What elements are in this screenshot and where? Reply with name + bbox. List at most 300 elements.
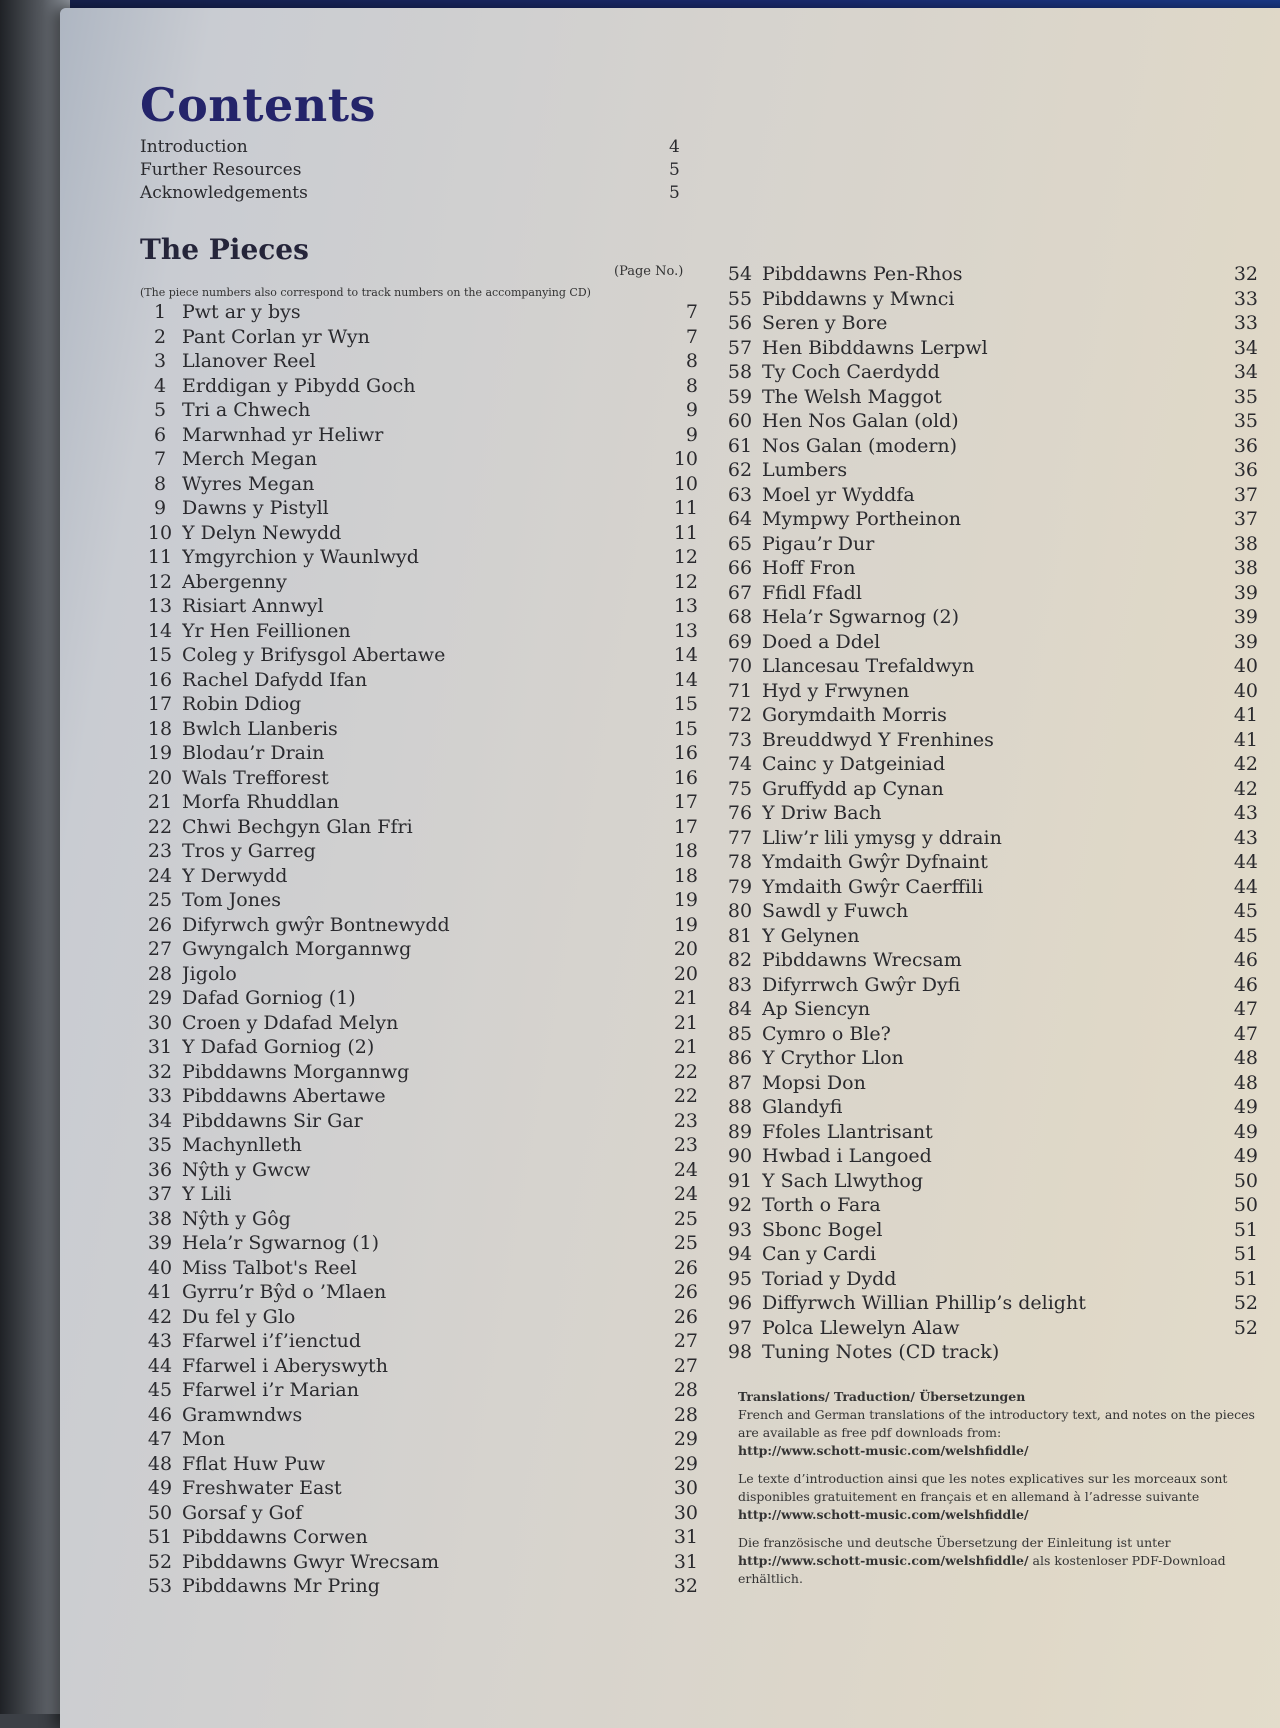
piece-number: 53 (147, 1575, 173, 1597)
piece-entry (138, 570, 698, 595)
piece-title: Merch Megan (182, 448, 318, 470)
piece-title: Y Gelynen (762, 924, 860, 947)
piece-entry (138, 766, 698, 791)
piece-page: 19 (673, 889, 698, 911)
piece-number: 27 (147, 938, 173, 960)
piece-number: 41 (147, 1281, 173, 1303)
piece-entry (138, 1084, 698, 1109)
piece-number: 66 (727, 557, 753, 579)
piece-number: 76 (727, 802, 753, 824)
piece-number: 55 (727, 287, 753, 310)
piece-page: 46 (1233, 973, 1258, 996)
piece-number: 79 (727, 875, 753, 898)
piece-entry (138, 349, 698, 374)
piece-page: 43 (1233, 802, 1258, 824)
piece-title: Gyrru’r Bŷd o ’Mlaen (182, 1281, 387, 1303)
piece-title: Breuddwyd Y Frenhines (762, 728, 994, 751)
piece-number: 7 (153, 448, 167, 470)
piece-entry (718, 948, 1258, 973)
piece-number: 57 (727, 336, 753, 359)
piece-number: 20 (147, 766, 173, 789)
piece-entry (718, 973, 1258, 998)
piece-entry (718, 1340, 1258, 1365)
piece-page: 48 (1233, 1071, 1258, 1094)
piece-entry (138, 1133, 698, 1158)
piece-title: Gwyngalch Morgannwg (182, 938, 412, 960)
translations-en-text: French and German translations of the introductory text, and notes on the pieces are available as free pdf downloads from: (738, 1407, 1255, 1440)
piece-number: 46 (147, 1403, 173, 1426)
piece-entry (718, 434, 1258, 459)
piece-number: 21 (147, 791, 173, 813)
piece-title: Lumbers (762, 459, 848, 481)
piece-page: 50 (1233, 1169, 1258, 1192)
piece-number: 6 (153, 423, 167, 446)
piece-entry (718, 336, 1258, 361)
piece-entry (138, 888, 698, 913)
piece-title: Moel yr Wyddfa (762, 483, 915, 506)
piece-title: Torth o Fara (762, 1194, 881, 1216)
piece-title: Fflat Huw Puw (182, 1452, 326, 1475)
piece-page: 7 (685, 325, 698, 348)
piece-number: 77 (727, 826, 753, 849)
piece-title: Ty Coch Caerdydd (762, 361, 940, 383)
translations-fr-url[interactable]: http://www.schott-music.com/welshfiddle/ (738, 1507, 1029, 1522)
piece-number: 33 (147, 1085, 173, 1107)
piece-page: 52 (1233, 1316, 1258, 1339)
piece-entry (138, 1452, 698, 1477)
piece-number: 13 (147, 595, 173, 617)
piece-entry (138, 962, 698, 987)
piece-page: 44 (1233, 875, 1258, 898)
piece-entry (138, 815, 698, 840)
front-matter-label: Acknowledgements (140, 183, 308, 203)
piece-number: 64 (727, 508, 753, 530)
piece-entry (138, 374, 698, 399)
piece-number: 3 (153, 350, 167, 372)
piece-page: 24 (673, 1183, 698, 1205)
piece-entry (718, 875, 1258, 900)
piece-title: Hen Bibddawns Lerpwl (762, 336, 988, 359)
piece-title: Doed a Ddel (762, 630, 881, 653)
piece-title: Freshwater East (182, 1477, 342, 1499)
piece-entry (138, 913, 698, 938)
piece-page: 21 (673, 1036, 698, 1058)
piece-number: 19 (147, 742, 173, 764)
piece-number: 88 (727, 1096, 753, 1118)
piece-entry (718, 1291, 1258, 1316)
piece-number: 68 (727, 606, 753, 628)
piece-page: 33 (1233, 287, 1258, 310)
piece-page: 36 (1233, 459, 1258, 481)
piece-entry (718, 1316, 1258, 1341)
piece-entry (138, 1354, 698, 1379)
piece-page: 27 (673, 1354, 698, 1377)
piece-page: 42 (1233, 777, 1258, 800)
piece-page: 39 (1233, 630, 1258, 653)
piece-page: 44 (1233, 851, 1258, 873)
piece-page: 28 (673, 1379, 698, 1401)
piece-title: Gorymdaith Morris (762, 704, 947, 726)
piece-page: 47 (1233, 998, 1258, 1020)
piece-number: 32 (147, 1060, 173, 1083)
piece-entry (138, 1476, 698, 1501)
piece-page: 26 (673, 1281, 698, 1303)
piece-title: Ffarwel i Aberyswyth (182, 1354, 388, 1377)
piece-title: Mympwy Portheinon (762, 508, 962, 530)
piece-number: 29 (147, 987, 173, 1009)
front-matter-item (140, 159, 695, 182)
front-matter-item (140, 136, 695, 159)
piece-page: 49 (1233, 1096, 1258, 1118)
piece-entry (138, 1574, 698, 1599)
piece-title: Lliw’r lili ymysg y ddrain (762, 826, 1002, 849)
piece-number: 51 (147, 1526, 173, 1548)
piece-title: Pwt ar y bys (182, 301, 301, 323)
piece-number: 78 (727, 851, 753, 873)
piece-page: 14 (673, 668, 698, 691)
translations-en-url[interactable]: http://www.schott-music.com/welshfiddle/ (738, 1443, 1029, 1458)
piece-page: 27 (673, 1330, 698, 1352)
piece-title: Ffarwel i’r Marian (182, 1379, 359, 1401)
piece-number: 10 (147, 521, 173, 544)
piece-page: 9 (685, 423, 698, 446)
piece-number: 15 (147, 644, 173, 666)
piece-number: 2 (153, 325, 167, 348)
piece-number: 74 (727, 753, 753, 775)
piece-title: Croen y Ddafad Melyn (182, 1011, 399, 1034)
piece-number: 23 (147, 840, 173, 862)
piece-number: 89 (727, 1120, 753, 1143)
piece-entry (718, 777, 1258, 802)
front-matter-label: Further Resources (140, 160, 302, 180)
piece-number: 31 (147, 1036, 173, 1058)
piece-number: 86 (727, 1047, 753, 1069)
piece-number: 43 (147, 1330, 173, 1352)
piece-page: 50 (1233, 1194, 1258, 1216)
piece-entry (138, 1280, 698, 1305)
piece-entry (718, 1267, 1258, 1292)
piece-page: 23 (673, 1109, 698, 1132)
piece-number: 17 (147, 693, 173, 715)
piece-title: Erddigan y Pibydd Goch (182, 374, 416, 397)
piece-entry (718, 679, 1258, 704)
piece-page: 12 (673, 570, 698, 593)
piece-title: The Welsh Maggot (762, 385, 942, 408)
pieces-title: The Pieces (140, 233, 309, 266)
piece-entry (138, 521, 698, 546)
piece-entry (138, 325, 698, 350)
piece-number: 37 (147, 1183, 173, 1205)
piece-entry (718, 1120, 1258, 1145)
piece-entry (718, 458, 1258, 483)
piece-entry (138, 1550, 698, 1575)
piece-page: 39 (1233, 581, 1258, 604)
piece-entry (718, 1071, 1258, 1096)
piece-entry (138, 1182, 698, 1207)
piece-entry (138, 643, 698, 668)
piece-page: 37 (1233, 483, 1258, 506)
piece-number: 80 (727, 900, 753, 922)
piece-entry (138, 1427, 698, 1452)
piece-entry (138, 864, 698, 889)
piece-entry (138, 1403, 698, 1428)
piece-entry (138, 1378, 698, 1403)
piece-title: Ymdaith Gwŷr Caerffili (762, 875, 984, 898)
piece-entry (718, 483, 1258, 508)
piece-entry (718, 605, 1258, 630)
piece-number: 62 (727, 459, 753, 481)
piece-number: 39 (147, 1232, 173, 1254)
piece-number: 40 (147, 1256, 173, 1279)
piece-title: Ffidl Ffadl (762, 581, 862, 604)
piece-title: Pibddawns y Mwnci (762, 287, 955, 310)
piece-page: 51 (1233, 1243, 1258, 1265)
piece-page: 47 (1233, 1022, 1258, 1045)
piece-number: 84 (727, 998, 753, 1020)
piece-page: 17 (673, 791, 698, 813)
piece-title: Robin Ddiog (182, 693, 302, 715)
piece-note: (The piece numbers also correspond to track numbers on the accompanying CD) (140, 286, 591, 299)
piece-title: Chwi Bechgyn Glan Ffri (182, 815, 413, 838)
piece-number: 92 (727, 1194, 753, 1216)
piece-number: 69 (727, 630, 753, 653)
piece-page: 11 (673, 521, 698, 544)
piece-title: Cymro o Ble? (762, 1022, 891, 1045)
piece-entry (138, 1011, 698, 1036)
piece-entry (718, 532, 1258, 557)
piece-page: 48 (1233, 1047, 1258, 1069)
piece-page: 31 (673, 1526, 698, 1548)
piece-number: 63 (727, 483, 753, 506)
piece-title: Tom Jones (182, 889, 281, 911)
piece-page: 45 (1233, 924, 1258, 947)
piece-entry (718, 1242, 1258, 1267)
piece-page: 37 (1233, 508, 1258, 530)
piece-number: 87 (727, 1071, 753, 1094)
piece-title: Ymgyrchion y Waunlwyd (182, 546, 419, 568)
piece-title: Gramwndws (182, 1403, 303, 1426)
piece-entry (138, 1109, 698, 1134)
piece-title: Difyrrwch Gwŷr Dyfi (762, 973, 961, 996)
piece-entry (718, 1193, 1258, 1218)
piece-title: Wals Trefforest (182, 766, 329, 789)
piece-page: 14 (673, 644, 698, 666)
piece-entry (718, 1046, 1258, 1071)
piece-page: 18 (673, 840, 698, 862)
front-matter-list (140, 136, 695, 205)
piece-entry (138, 1305, 698, 1330)
piece-page: 36 (1233, 434, 1258, 457)
piece-title: Bwlch Llanberis (182, 717, 338, 740)
piece-title: Miss Talbot's Reel (182, 1256, 357, 1279)
translations-de-text-end: als kostenloser PDF-Download erhältlich. (738, 1553, 1226, 1586)
piece-page: 49 (1233, 1145, 1258, 1167)
piece-title: Rachel Dafydd Ifan (182, 668, 368, 691)
piece-page: 34 (1233, 336, 1258, 359)
contents-title: Contents (140, 78, 376, 132)
piece-entry (138, 839, 698, 864)
piece-title: Hela’r Sgwarnog (2) (762, 606, 960, 628)
piece-title: Hwbad i Langoed (762, 1145, 932, 1167)
piece-title: Ymdaith Gwŷr Dyfnaint (762, 851, 988, 873)
piece-title: Dawns y Pistyll (182, 497, 329, 519)
piece-page: 15 (673, 717, 698, 740)
piece-number: 96 (727, 1292, 753, 1314)
piece-page: 51 (1233, 1218, 1258, 1241)
piece-title: Nŷth y Gôg (182, 1207, 291, 1230)
piece-title: Pibddawns Morgannwg (182, 1060, 410, 1083)
piece-page: 26 (673, 1256, 698, 1279)
piece-title: Llanover Reel (182, 350, 316, 372)
piece-page: 26 (673, 1305, 698, 1328)
piece-entry (718, 1095, 1258, 1120)
piece-page: 11 (673, 497, 698, 519)
piece-page: 30 (673, 1477, 698, 1499)
piece-entry (138, 1060, 698, 1085)
piece-page: 12 (673, 546, 698, 568)
translations-heading: Translations/ Traduction/ Übersetzungen (738, 1389, 1026, 1404)
piece-entry (718, 311, 1258, 336)
piece-entry (718, 997, 1258, 1022)
piece-title: Seren y Bore (762, 312, 888, 334)
piece-entry (718, 826, 1258, 851)
piece-title: Y Derwydd (182, 864, 288, 887)
piece-page: 10 (673, 448, 698, 470)
piece-number: 71 (727, 679, 753, 702)
piece-page: 32 (1233, 263, 1258, 285)
piece-page: 43 (1233, 826, 1258, 849)
piece-page: 40 (1233, 655, 1258, 677)
piece-title: Y Delyn Newydd (182, 521, 342, 544)
piece-number: 24 (147, 864, 173, 887)
piece-title: Dafad Gorniog (1) (182, 987, 356, 1009)
translations-de-url[interactable]: http://www.schott-music.com/welshfiddle/ (738, 1553, 1029, 1568)
piece-entry (138, 1525, 698, 1550)
piece-page: 8 (685, 374, 698, 397)
piece-title: Pant Corlan yr Wyn (182, 325, 370, 348)
piece-number: 48 (147, 1452, 173, 1475)
piece-page: 18 (673, 864, 698, 887)
piece-page: 15 (673, 693, 698, 715)
piece-number: 28 (147, 962, 173, 985)
piece-entry (138, 423, 698, 448)
piece-title: Hen Nos Galan (old) (762, 410, 959, 432)
piece-entry (138, 1501, 698, 1526)
piece-entry (718, 924, 1258, 949)
piece-title: Ffarwel i’f’ienctud (182, 1330, 362, 1352)
piece-title: Sbonc Bogel (762, 1218, 883, 1241)
piece-page: 41 (1233, 704, 1258, 726)
piece-page: 22 (673, 1085, 698, 1107)
piece-entry (718, 385, 1258, 410)
translations-de-text: Die französische und deutsche Übersetzung der Einleitung ist unter (738, 1535, 1171, 1550)
piece-title: Tri a Chwech (182, 399, 311, 421)
piece-entry (718, 1169, 1258, 1194)
piece-number: 8 (153, 472, 167, 495)
piece-page: 33 (1233, 312, 1258, 334)
piece-page: 39 (1233, 606, 1258, 628)
piece-title: Pibddawns Gwyr Wrecsam (182, 1550, 440, 1573)
piece-page: 9 (685, 399, 698, 421)
piece-page: 28 (673, 1403, 698, 1426)
piece-number: 97 (727, 1316, 753, 1339)
piece-title: Y Crythor Llon (762, 1047, 904, 1069)
piece-page: 42 (1233, 753, 1258, 775)
piece-title: Gruffydd ap Cynan (762, 777, 944, 800)
piece-number: 16 (147, 668, 173, 691)
piece-entry (718, 262, 1258, 287)
piece-page: 32 (673, 1575, 698, 1597)
piece-number: 26 (147, 913, 173, 936)
piece-number: 30 (147, 1011, 173, 1034)
piece-entry (138, 790, 698, 815)
piece-page: 20 (673, 938, 698, 960)
piece-number: 12 (147, 570, 173, 593)
piece-title: Jigolo (182, 962, 237, 985)
piece-title: Nŷth y Gwcw (182, 1158, 311, 1181)
piece-number: 34 (147, 1109, 173, 1132)
translations-note (738, 1388, 1278, 1598)
piece-title: Risiart Annwyl (182, 595, 324, 617)
piece-title: Du fel y Glo (182, 1305, 296, 1328)
front-matter-page: 5 (669, 160, 680, 180)
piece-entry (718, 899, 1258, 924)
piece-title: Wyres Megan (182, 472, 315, 495)
piece-title: Pigau’r Dur (762, 532, 875, 555)
piece-title: Y Lili (182, 1183, 232, 1205)
piece-number: 36 (147, 1158, 173, 1181)
piece-number: 61 (727, 434, 753, 457)
piece-entry (138, 937, 698, 962)
piece-number: 93 (727, 1218, 753, 1241)
piece-number: 14 (147, 619, 173, 642)
piece-number: 67 (727, 581, 753, 604)
piece-entry (138, 668, 698, 693)
piece-page: 46 (1233, 949, 1258, 971)
piece-page: 17 (673, 815, 698, 838)
piece-title: Y Sach Llwythog (762, 1169, 924, 1192)
page-no-header: (Page No.) (614, 264, 684, 279)
piece-title: Coleg y Brifysgol Abertawe (182, 644, 446, 666)
piece-entry (718, 654, 1258, 679)
piece-entry (138, 1329, 698, 1354)
piece-entry (718, 581, 1258, 606)
piece-number: 94 (727, 1243, 753, 1265)
piece-number: 60 (727, 410, 753, 432)
piece-number: 5 (153, 399, 167, 421)
piece-number: 52 (147, 1550, 173, 1573)
piece-entry (138, 300, 698, 325)
piece-number: 18 (147, 717, 173, 740)
piece-entry (138, 717, 698, 742)
piece-title: Llancesau Trefaldwyn (762, 655, 975, 677)
piece-title: Y Dafad Gorniog (2) (182, 1036, 375, 1058)
piece-entry (718, 1022, 1258, 1047)
piece-title: Tros y Garreg (182, 840, 316, 862)
piece-page: 19 (673, 913, 698, 936)
piece-page: 49 (1233, 1120, 1258, 1143)
piece-entry (138, 545, 698, 570)
translations-fr-text: Le texte d’introduction ainsi que les notes explicatives sur les morceaux sont disponibles gratuitement en français et en allemand à l’adresse suivante (738, 1471, 1228, 1504)
piece-page: 52 (1233, 1292, 1258, 1314)
piece-title: Blodau’r Drain (182, 742, 325, 764)
piece-entry (138, 1231, 698, 1256)
piece-page: 16 (673, 766, 698, 789)
piece-entry (718, 360, 1258, 385)
piece-number: 83 (727, 973, 753, 996)
piece-number: 70 (727, 655, 753, 677)
piece-entry (138, 398, 698, 423)
